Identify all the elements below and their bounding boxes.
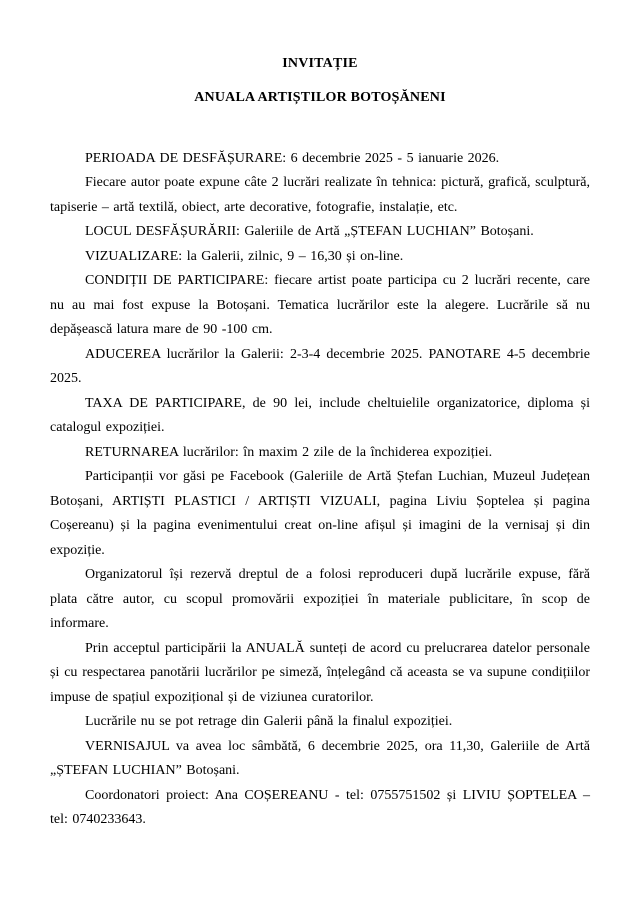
document-subtitle: ANUALA ARTIȘTILOR BOTOȘĂNENI [194,89,446,105]
document-body [50,147,590,833]
paragraph-aducerea: ADUCEREA lucrărilor la Galerii: 2-3-4 decembrie 2025. PANOTARE 4-5 decembrie 2025. [50,346,590,387]
paragraph-vizualizare: VIZUALIZARE: la Galerii, zilnic, 9 – 16,30 și on-line. [85,248,404,264]
document-title: INVITAȚIE [282,56,358,71]
paragraph-returnarea: RETURNAREA lucrărilor: în maxim 2 zile de la închiderea expoziției. [85,444,493,460]
paragraph-taxa: TAXA DE PARTICIPARE, de 90 lei, include cheltuielile organizatorice, diploma și catalogul expoziției. [50,395,590,436]
paragraph-retragere: Lucrările nu se pot retrage din Galerii până la finalul expoziției. [85,714,453,730]
paragraph-facebook: Participanții vor găsi pe Facebook (Galeriile de Artă Ștefan Luchian, Muzeul Județean Botoșani, ARTIȘTI PLASTICI / ARTIȘTI VIZUALI, pagina Liviu Șoptelea și pagina Coșereanu) și la pagina evenimentului creat on-line afișul și imagini de la vernisaj și din expoziție. [50,469,590,558]
paragraph-vernisajul: VERNISAJUL va avea loc sâmbătă, 6 decembrie 2025, ora 11,30, Galeriile de Artă „ȘTEFAN LUCHIAN” Botoșani. [50,738,590,779]
paragraph-locul: LOCUL DESFĂȘURĂRII: Galeriile de Artă „ȘTEFAN LUCHIAN” Botoșani. [85,224,534,240]
paragraph-coordonatori: Coordonatori proiect: Ana COȘEREANU - tel: 0755751502 și LIVIU ȘOPTELEA – tel: 0740233643. [50,787,590,828]
paragraph-conditii: CONDIȚII DE PARTICIPARE: fiecare artist poate participa cu 2 lucrări recente, care nu au mai fost expuse la Botoșani. Tematica lucrărilor este la alegere. Lucrările să nu depășească latura mare de 90 -100 cm. [50,273,590,338]
paragraph-perioada: PERIOADA DE DESFĂȘURARE: 6 decembrie 2025 - 5 ianuarie 2026. [85,150,500,166]
paragraph-acceptul: Prin acceptul participării la ANUALĂ sunteți de acord cu prelucrarea datelor personale și cu respectarea panotării lucrărilor pe simeză, înțelegând că aceasta se va supune condițiilor impuse de spațiul expozițional și de viziunea curatorilor. [50,640,590,705]
paragraph-organizatorul: Organizatorul își rezervă dreptul de a folosi reproduceri după lucrările expuse, fără plata către autor, cu scopul promovării expoziției în materiale publicitare, în scop de informare. [50,567,590,632]
paragraph-tehnica: Fiecare autor poate expune câte 2 lucrări realizate în tehnica: pictură, grafică, sculptură, tapiserie – artă textilă, obiect, arte decorative, fotografie, instalație, etc. [50,175,590,215]
